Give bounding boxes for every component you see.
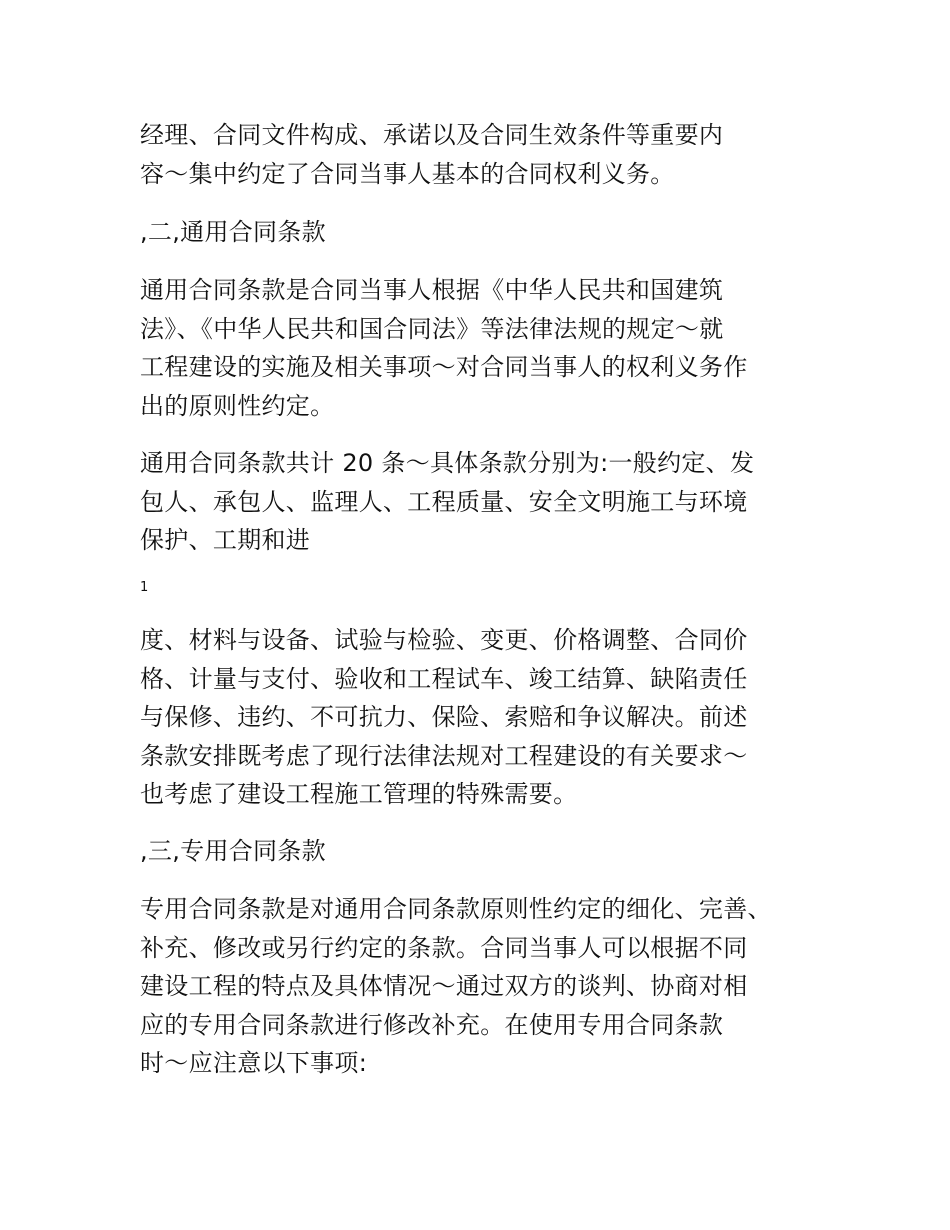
paragraph-general-terms-list-continued — [140, 621, 820, 814]
paragraph-contract-summary — [140, 116, 820, 193]
section-heading-general-terms — [140, 213, 820, 252]
text-line: 通用合同条款共计 20 条～具体条款分别为:一般约定、发 — [140, 449, 755, 477]
paragraph-general-terms-definition — [140, 271, 820, 425]
paragraph-general-terms-list — [140, 444, 820, 560]
text-line: 条款安排既考虑了现行法律法规对工程建设的有关要求～ — [140, 741, 748, 770]
text-line: 容～集中约定了合同当事人基本的合同权利义务。 — [140, 159, 675, 188]
heading-text: ,三,专用合同条款 — [140, 837, 326, 865]
text-line: 经理、合同文件构成、承诺以及合同生效条件等重要内 — [140, 121, 724, 149]
text-line: 补充、修改或另行约定的条款。合同当事人可以根据不同 — [140, 933, 748, 962]
text-line: 度、材料与设备、试验与检验、变更、价格调整、合同价 — [140, 626, 748, 654]
text-line: 专用合同条款是对通用合同条款原则性约定的细化、完善、 — [140, 895, 772, 923]
text-line: 应的专用合同条款进行修改补充。在使用专用合同条款 — [140, 1010, 724, 1039]
text-line: 建设工程的特点及具体情况～通过双方的谈判、协商对相 — [140, 972, 748, 1000]
text-line: 与保修、违约、不可抗力、保险、索赔和争议解决。前述 — [140, 703, 748, 731]
page-number: 1 — [140, 580, 149, 595]
text-line: 保护、工期和进 — [140, 526, 311, 554]
text-line: 工程建设的实施及相关事项～对合同当事人的权利义务作 — [140, 353, 748, 381]
text-line: 法》、《中华人民共和国合同法》等法律法规的规定～就 — [140, 314, 724, 343]
text-line: 时～应注意以下事项: — [140, 1049, 368, 1077]
text-line: 通用合同条款是合同当事人根据《中华人民共和国建筑 — [140, 276, 724, 304]
text-line: 也考虑了建设工程施工管理的特殊需要。 — [140, 780, 578, 808]
heading-text: ,二,通用合同条款 — [140, 218, 326, 246]
text-line: 包人、承包人、监理人、工程质量、安全文明施工与环境 — [140, 487, 748, 516]
text-line: 出的原则性约定。 — [140, 391, 335, 420]
paragraph-special-terms-definition — [140, 890, 820, 1083]
section-heading-special-terms — [140, 832, 820, 871]
text-line: 格、计量与支付、验收和工程试车、竣工结算、缺陷责任 — [140, 664, 748, 693]
